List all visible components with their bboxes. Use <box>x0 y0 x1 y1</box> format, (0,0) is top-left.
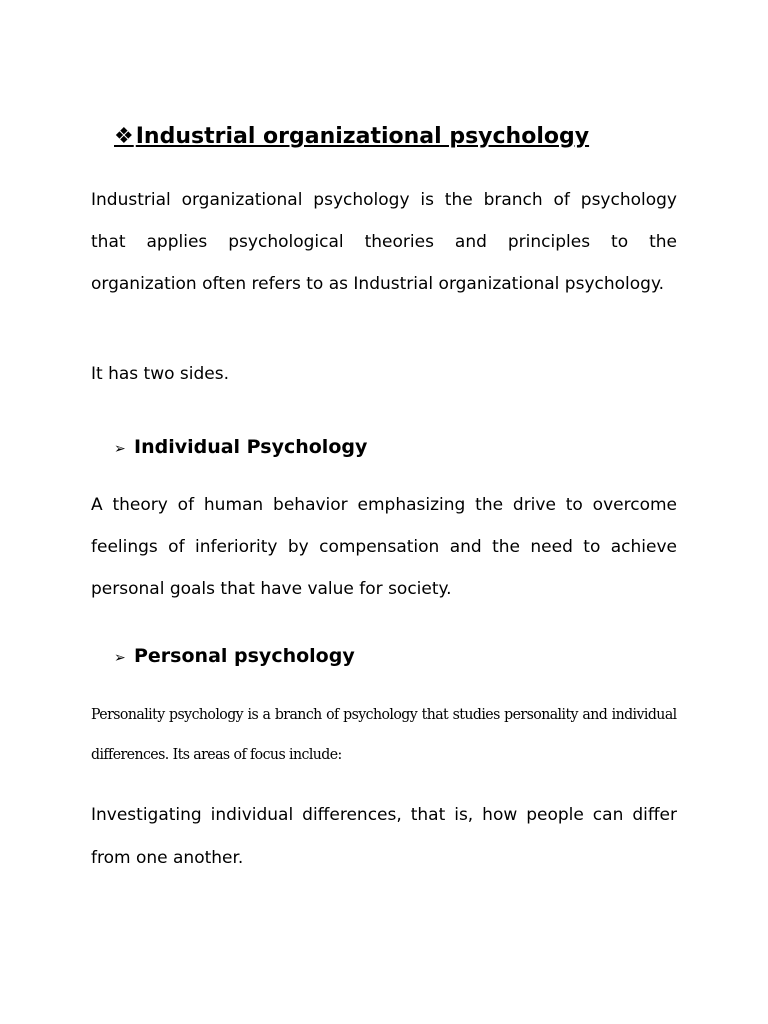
section-heading-personal-psychology <box>114 642 355 672</box>
section-heading-text: Individual Psychology <box>134 436 368 458</box>
section-heading-text: Personal psychology <box>134 645 355 667</box>
section-heading-individual-psychology <box>114 433 367 463</box>
arrow-bullet-icon: ➢ <box>114 650 126 666</box>
diamond-bullet-icon: ❖ <box>114 124 134 149</box>
individual-differences-paragraph: Investigating individual differences, that is, how people can differ from one another. <box>91 805 677 868</box>
sides-sentence: It has two sides. <box>91 364 230 384</box>
intro-paragraph: Industrial organizational psychology is the branch of psychology that applies psychological theories and principles to the organization often refers to as Industrial organizational psychology. <box>91 190 677 294</box>
personal-psychology-paragraph: Personality psychology is a branch of psychology that studies personality and individual differences. Its areas of focus include: <box>91 705 677 763</box>
individual-psychology-paragraph: A theory of human behavior emphasizing the drive to overcome feelings of inferiority by compensation and the need to achieve personal goals that have value for society. <box>91 495 677 599</box>
document-title <box>114 122 589 152</box>
title-text: Industrial organizational psychology <box>135 124 590 149</box>
arrow-bullet-icon: ➢ <box>114 441 126 457</box>
